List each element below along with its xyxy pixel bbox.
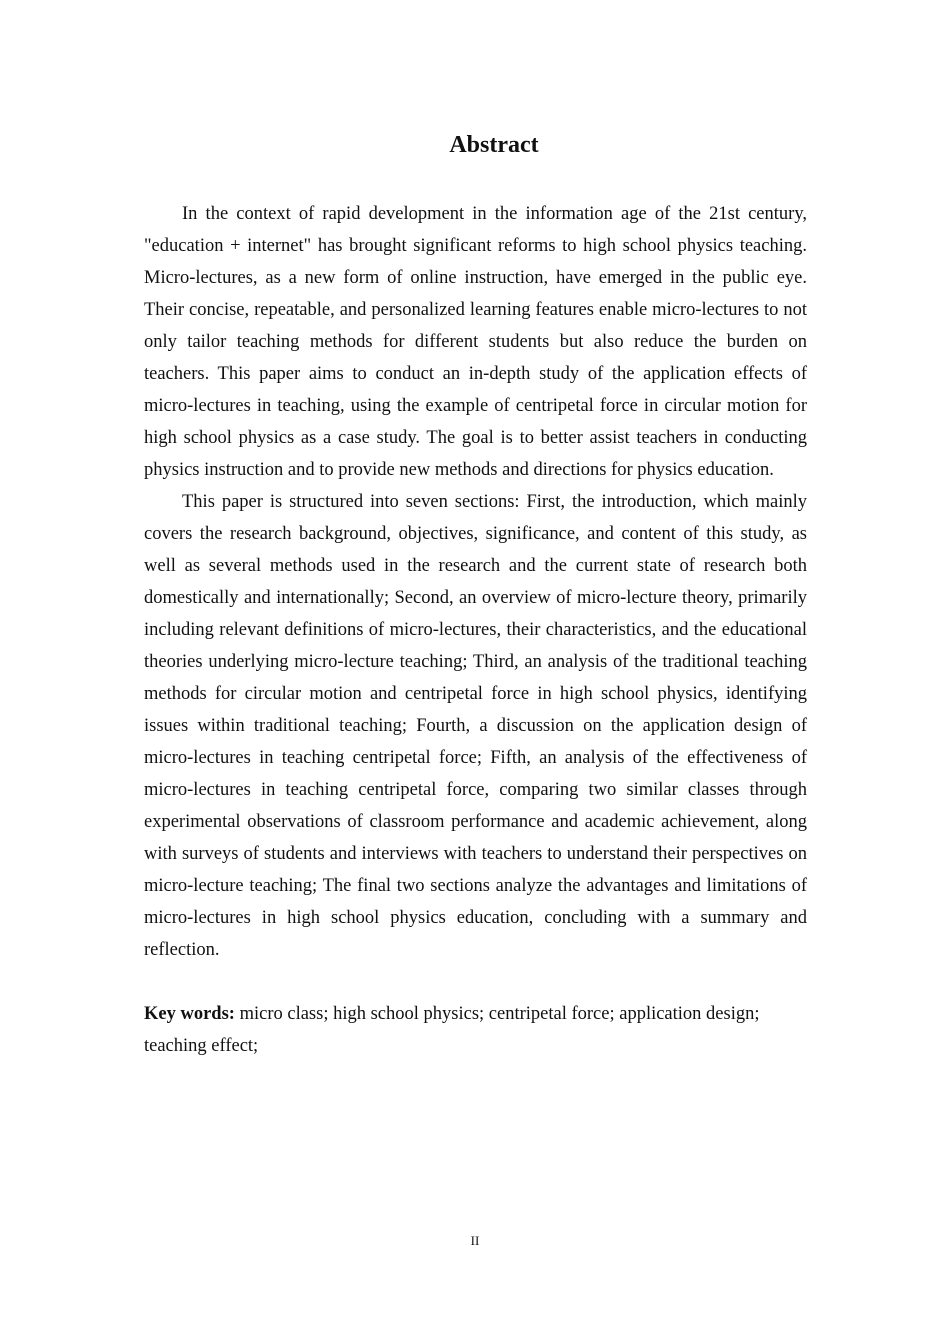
keywords-text: micro class; high school physics; centripetal force; application design; teaching effect; (144, 1004, 760, 1056)
abstract-paragraph-1: In the context of rapid development in the information age of the 21st century, "education + internet" has brought significant reforms to high school physics teaching. Micro-lectures, as a new form of online instruction, have emerged in the public eye. Their concise, repeatable, and personalized learning features enable micro-lectures to not only tailor teaching methods for different students but also reduce the burden on teachers. This paper aims to conduct an in-depth study of the application effects of micro-lectures in teaching, using the example of centripetal force in circular motion for high school physics as a case study. The goal is to better assist teachers in conducting physics instruction and to provide new methods and directions for physics education. (144, 204, 807, 480)
page-number: II (470, 1233, 480, 1248)
abstract-paragraph-2: This paper is structured into seven sections: First, the introduction, which mainly covers the research background, objectives, significance, and content of this study, as well as several methods used in the research and the current state of research both domestically and internationally; Second, an overview of micro-lecture theory, primarily including relevant definitions of micro-lectures, their characteristics, and the educational theories underlying micro-lecture teaching; Third, an analysis of the traditional teaching methods for circular motion and centripetal force in high school physics, identifying issues within traditional teaching; Fourth, a discussion on the application design of micro-lectures in teaching centripetal force; Fifth, an analysis of the effectiveness of micro-lectures in teaching centripetal force, comparing two similar classes through experimental observations of classroom performance and academic achievement, along with surveys of students and interviews with teachers to understand their perspectives on micro-lecture teaching; The final two sections analyze the advantages and limitations of micro-lectures in high school physics education, concluding with a summary and reflection. (144, 492, 807, 960)
abstract-title: Abstract (449, 132, 539, 158)
abstract-body (144, 198, 807, 1062)
keywords-line (144, 998, 807, 1062)
keywords-label: Key words: (144, 1004, 235, 1024)
